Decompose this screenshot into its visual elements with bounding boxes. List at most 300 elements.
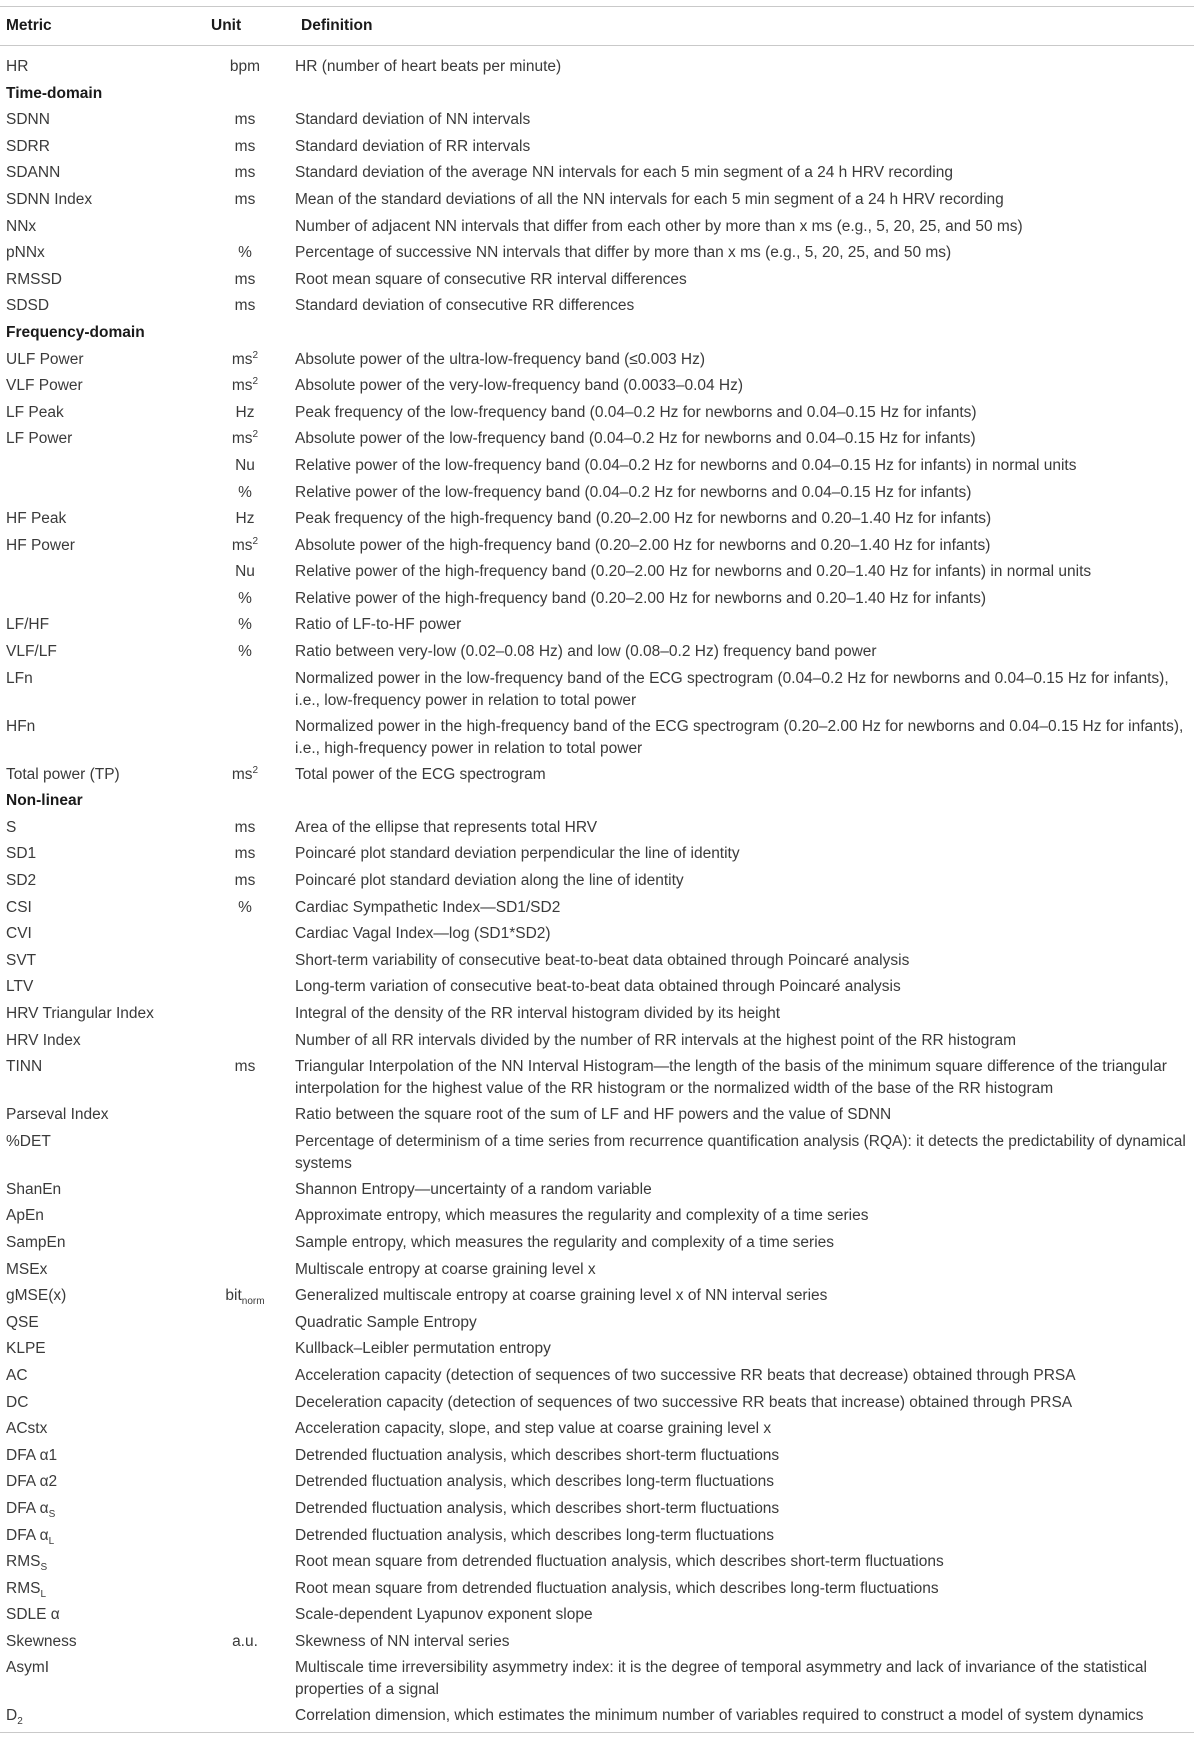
- table-row: [0, 1054, 1194, 1102]
- table-row: [0, 347, 1194, 374]
- definition-cell: Sample entropy, which measures the regularity and complexity of a time series: [295, 1233, 835, 1251]
- table-row: [0, 1523, 1194, 1550]
- unit-cell: [195, 293, 295, 320]
- table-row: [0, 559, 1194, 586]
- metric-cell: [0, 612, 195, 639]
- unit-value: Hz: [235, 403, 255, 421]
- table-body: [0, 46, 1194, 1733]
- metric-name: MSEx: [6, 1260, 48, 1278]
- table-row: [0, 1703, 1194, 1732]
- unit-cell: [195, 533, 295, 560]
- section-header: Non-linear: [6, 792, 83, 810]
- metric-name: gMSE(x): [6, 1287, 67, 1305]
- metric-name: RMSSD: [6, 270, 62, 288]
- definition-cell: Percentage of successive NN intervals that differ by more than x ms (e.g., 5, 20, 25, and 50 ms): [295, 244, 952, 262]
- unit-cell: [195, 46, 295, 81]
- unit-cell: [195, 921, 295, 948]
- table-row: [0, 480, 1194, 507]
- metric-cell: [0, 1469, 195, 1496]
- metric-name: DFA α2: [6, 1473, 58, 1491]
- metric-name: SVT: [6, 951, 37, 969]
- definition-cell: Cardiac Vagal Index—log (SD1*SD2): [295, 925, 551, 943]
- definition-cell: Total power of the ECG spectrogram: [295, 765, 546, 783]
- definition-cell: Detrended fluctuation analysis, which describes long-term fluctuations: [295, 1473, 775, 1491]
- definition-cell: Detrended fluctuation analysis, which describes short-term fluctuations: [295, 1499, 780, 1517]
- metric-name: RMS: [6, 1579, 41, 1597]
- table-row: [0, 921, 1194, 948]
- metric-cell: [0, 639, 195, 666]
- unit-cell: [195, 1054, 295, 1102]
- metric-cell: [0, 373, 195, 400]
- unit-cell: [195, 214, 295, 241]
- definition-cell: Root mean square from detrended fluctuation analysis, which describes short-term fluctuations: [295, 1553, 944, 1571]
- metric-name: AC: [6, 1366, 28, 1384]
- unit-cell: [195, 134, 295, 161]
- metric-cell: [0, 1203, 195, 1230]
- table-row: [0, 1390, 1194, 1417]
- unit-cell: [195, 1523, 295, 1550]
- metric-name: LTV: [6, 978, 34, 996]
- unit-superscript: 2: [252, 764, 259, 776]
- metric-cell: [0, 1602, 195, 1629]
- metric-cell: [0, 895, 195, 922]
- unit-value: ms: [234, 137, 256, 155]
- metric-cell: [0, 1336, 195, 1363]
- metric-cell: [0, 160, 195, 187]
- table-row: [0, 426, 1194, 453]
- metric-cell: [0, 1703, 195, 1732]
- definition-cell: HR (number of heart beats per minute): [295, 58, 562, 75]
- unit-value: Nu: [235, 563, 255, 581]
- metric-column-header: Metric: [0, 7, 195, 46]
- definition-cell: Triangular Interpolation of the NN Interval Histogram—the length of the basis of the minimum square difference of the triangular interpolation for the highest value of the RR histogram or the normalized width of the base of the RR histogram: [295, 1058, 1167, 1098]
- table-row: [0, 240, 1194, 267]
- metric-cell: [0, 1257, 195, 1284]
- unit-value: %: [238, 483, 252, 501]
- unit-cell: [195, 1129, 295, 1177]
- definition-cell: Relative power of the low-frequency band (0.04–0.2 Hz for newborns and 0.04–0.15 Hz for infants): [295, 483, 972, 501]
- unit-cell: [195, 1336, 295, 1363]
- metric-name: VLF/LF: [6, 643, 57, 661]
- unit-value: bit: [225, 1287, 242, 1305]
- unit-cell: [195, 1602, 295, 1629]
- table-row: [0, 1129, 1194, 1177]
- unit-cell: [195, 426, 295, 453]
- unit-value: a.u.: [232, 1632, 258, 1650]
- table-row: [0, 1177, 1194, 1204]
- definition-cell: Detrended fluctuation analysis, which describes short-term fluctuations: [295, 1446, 780, 1464]
- definition-cell: Kullback–Leibler permutation entropy: [295, 1340, 551, 1358]
- table-row: [0, 586, 1194, 613]
- definition-cell: Peak frequency of the low-frequency band (0.04–0.2 Hz for newborns and 0.04–0.15 Hz for infants): [295, 403, 977, 421]
- unit-cell: [195, 666, 295, 714]
- definition-cell: Standard deviation of the average NN intervals for each 5 min segment of a 24 h HRV recording: [295, 164, 953, 182]
- metric-name: HFn: [6, 717, 36, 735]
- unit-superscript: 2: [252, 349, 259, 361]
- metric-cell: [0, 480, 195, 507]
- unit-value: ms: [234, 297, 256, 315]
- metric-cell: [0, 240, 195, 267]
- definition-cell: Normalized power in the low-frequency band of the ECG spectrogram (0.04–0.2 Hz for newborns and 0.04–0.15 Hz for infants), i.e., low-frequency power in relation to total power: [295, 669, 1169, 709]
- unit-cell: [195, 1549, 295, 1576]
- table-row: [0, 1028, 1194, 1055]
- unit-cell: [195, 612, 295, 639]
- metric-cell: [0, 1054, 195, 1102]
- unit-cell: [195, 1028, 295, 1055]
- section-header: Frequency-domain: [6, 323, 145, 341]
- metric-name: LF Power: [6, 430, 73, 448]
- definition-cell: Poincaré plot standard deviation perpendicular the line of identity: [295, 845, 740, 863]
- table-row: [0, 1257, 1194, 1284]
- metric-cell: [0, 187, 195, 214]
- metric-name: SDNN Index: [6, 190, 93, 208]
- unit-value: %: [238, 898, 252, 916]
- unit-cell: [195, 400, 295, 427]
- unit-superscript: 2: [252, 535, 259, 547]
- table-row: [0, 107, 1194, 134]
- metric-subscript: L: [40, 1588, 47, 1600]
- metric-cell: [0, 815, 195, 842]
- table-row: [0, 1576, 1194, 1603]
- unit-subscript: norm: [241, 1296, 265, 1308]
- metric-name: QSE: [6, 1313, 39, 1331]
- unit-cell: [195, 1629, 295, 1656]
- metric-cell: [0, 586, 195, 613]
- table-row: [0, 1549, 1194, 1576]
- metric-cell: [0, 214, 195, 241]
- metric-cell: [0, 46, 195, 81]
- unit-cell: [195, 1257, 295, 1284]
- unit-cell: [195, 1283, 295, 1310]
- unit-cell: [195, 267, 295, 294]
- definition-cell: Absolute power of the very-low-frequency band (0.0033–0.04 Hz): [295, 377, 744, 395]
- metric-name: KLPE: [6, 1340, 46, 1358]
- metric-name: TINN: [6, 1058, 43, 1076]
- table-row: [0, 453, 1194, 480]
- definition-cell: Ratio between the square root of the sum of LF and HF powers and the value of SDNN: [295, 1106, 892, 1124]
- table-row: [0, 1102, 1194, 1129]
- unit-cell: [195, 373, 295, 400]
- metric-name: HF Peak: [6, 510, 67, 528]
- metric-cell: [0, 1363, 195, 1390]
- unit-cell: [195, 107, 295, 134]
- metric-name: DFA α: [6, 1499, 49, 1517]
- unit-cell: [195, 1390, 295, 1417]
- table-row: [0, 1496, 1194, 1523]
- definition-cell: Integral of the density of the RR interval histogram divided by its height: [295, 1005, 781, 1022]
- table-row: [0, 506, 1194, 533]
- definition-cell: Multiscale time irreversibility asymmetry index: it is the degree of temporal asymmetry and lack of invariance of the statistical properties of a signal: [295, 1659, 1147, 1699]
- unit-cell: [195, 714, 295, 762]
- unit-value: %: [238, 643, 252, 661]
- unit-cell: [195, 187, 295, 214]
- unit-value: ms: [234, 1058, 256, 1076]
- unit-cell: [195, 506, 295, 533]
- metric-cell: [0, 1416, 195, 1443]
- table-row: [0, 666, 1194, 714]
- unit-value: ms: [234, 190, 256, 208]
- unit-cell: [195, 1416, 295, 1443]
- section-header-row: [0, 788, 1194, 815]
- metric-cell: [0, 974, 195, 1001]
- metric-name: SDANN: [6, 164, 61, 182]
- metric-cell: [0, 453, 195, 480]
- definition-cell: Standard deviation of RR intervals: [295, 137, 531, 155]
- definition-cell: Generalized multiscale entropy at coarse graining level x of NN interval series: [295, 1287, 828, 1305]
- definition-cell: Absolute power of the low-frequency band (0.04–0.2 Hz for newborns and 0.04–0.15 Hz for infants): [295, 430, 976, 448]
- table-row: [0, 868, 1194, 895]
- unit-value: ms: [231, 765, 253, 783]
- metric-name: SampEn: [6, 1233, 66, 1251]
- metric-name: SDLE α: [6, 1606, 60, 1624]
- unit-value: ms: [234, 164, 256, 182]
- table-row: [0, 815, 1194, 842]
- table-row: [0, 1602, 1194, 1629]
- definition-cell: Relative power of the low-frequency band (0.04–0.2 Hz for newborns and 0.04–0.15 Hz for infants) in normal units: [295, 456, 1077, 474]
- table-row: [0, 1469, 1194, 1496]
- metric-name: ApEn: [6, 1207, 44, 1225]
- metric-subscript: S: [40, 1562, 48, 1574]
- table-row: [0, 373, 1194, 400]
- unit-cell: [195, 1001, 295, 1028]
- definition-cell: Long-term variation of consecutive beat-to-beat data obtained through Poincaré analysis: [295, 978, 901, 996]
- unit-cell: [195, 868, 295, 895]
- unit-cell: [195, 1203, 295, 1230]
- table-row: [0, 400, 1194, 427]
- table-row: [0, 1629, 1194, 1656]
- section-header: Time-domain: [6, 84, 103, 102]
- metric-name: S: [6, 818, 17, 836]
- metric-subscript: 2: [17, 1716, 23, 1728]
- definition-cell: Detrended fluctuation analysis, which describes long-term fluctuations: [295, 1526, 775, 1544]
- table-header: [0, 7, 1194, 46]
- unit-value: ms: [231, 536, 253, 554]
- metric-cell: [0, 293, 195, 320]
- unit-cell: [195, 1177, 295, 1204]
- table-row: [0, 533, 1194, 560]
- unit-cell: [195, 1703, 295, 1732]
- definition-cell: Number of adjacent NN intervals that differ from each other by more than x ms (e.g., 5, 20, 25, and 50 ms): [295, 217, 1023, 235]
- definition-cell: Area of the ellipse that represents total HRV: [295, 818, 598, 836]
- unit-value: ms: [234, 270, 256, 288]
- unit-cell: [195, 240, 295, 267]
- metric-subscript: L: [48, 1535, 55, 1547]
- unit-cell: [195, 586, 295, 613]
- metric-name: SD1: [6, 845, 37, 863]
- unit-value: ms: [234, 111, 256, 129]
- definition-cell: Acceleration capacity (detection of sequences of two successive RR beats that decrease) obtained through PRSA: [295, 1366, 1076, 1384]
- metric-cell: [0, 426, 195, 453]
- metric-name: RMS: [6, 1553, 41, 1571]
- metric-cell: [0, 347, 195, 374]
- definition-cell: Percentage of determinism of a time series from recurrence quantification analysis (RQA): it detects the predictability of dynamical systems: [295, 1132, 1186, 1172]
- table-page: [0, 6, 1200, 1753]
- table-row: [0, 1230, 1194, 1257]
- table-row: [0, 293, 1194, 320]
- definition-cell: Deceleration capacity (detection of sequences of two successive RR beats that increase) obtained through PRSA: [295, 1393, 1073, 1411]
- table-row: [0, 639, 1194, 666]
- metric-cell: [0, 1523, 195, 1550]
- unit-cell: [195, 559, 295, 586]
- metric-cell: [0, 1629, 195, 1656]
- unit-value: %: [238, 244, 252, 262]
- metric-name: HF Power: [6, 536, 75, 554]
- unit-value: ms: [231, 430, 253, 448]
- metric-name: DFA α1: [6, 1446, 58, 1464]
- metric-name: LFn: [6, 669, 33, 687]
- unit-value: bpm: [229, 58, 261, 75]
- table-row: [0, 267, 1194, 294]
- unit-cell: [195, 1469, 295, 1496]
- metric-name: D: [6, 1707, 18, 1725]
- definition-cell: Root mean square from detrended fluctuation analysis, which describes long-term fluctuations: [295, 1579, 939, 1597]
- metric-subscript: S: [48, 1509, 56, 1520]
- definition-cell: Acceleration capacity, slope, and step value at coarse graining level x: [295, 1420, 772, 1438]
- table-row: [0, 1416, 1194, 1443]
- definition-cell: Standard deviation of consecutive RR differences: [295, 297, 635, 315]
- unit-cell: [195, 974, 295, 1001]
- metric-cell: [0, 267, 195, 294]
- unit-cell: [195, 1496, 295, 1523]
- metric-cell: [0, 400, 195, 427]
- metric-cell: [0, 1496, 195, 1523]
- definition-cell: Multiscale entropy at coarse graining level x: [295, 1260, 596, 1278]
- table-row: [0, 187, 1194, 214]
- metric-name: HRV Triangular Index: [6, 1005, 154, 1022]
- definition-cell: Absolute power of the ultra-low-frequency band (≤0.003 Hz): [295, 350, 706, 368]
- table-row: [0, 134, 1194, 161]
- unit-value: ms: [231, 377, 253, 395]
- metric-cell: [0, 1129, 195, 1177]
- metric-name: %DET: [6, 1132, 51, 1150]
- table-row: [0, 1443, 1194, 1470]
- unit-cell: [195, 1363, 295, 1390]
- definition-cell: Root mean square of consecutive RR interval differences: [295, 270, 687, 288]
- definition-cell: Correlation dimension, which estimates the minimum number of variables required to construct a model of system dynamics: [295, 1703, 1194, 1732]
- metric-name: SD2: [6, 872, 37, 890]
- unit-value: ms: [234, 845, 256, 863]
- table-row: [0, 1283, 1194, 1310]
- definition-column-header: Definition: [295, 7, 1194, 46]
- definition-cell: Poincaré plot standard deviation along the line of identity: [295, 872, 684, 890]
- table-row: [0, 841, 1194, 868]
- definition-cell: Mean of the standard deviations of all the NN intervals for each 5 min segment of a 24 h HRV recording: [295, 190, 1004, 208]
- unit-cell: [195, 1230, 295, 1257]
- unit-cell: [195, 1443, 295, 1470]
- definition-cell: Ratio of LF-to-HF power: [295, 616, 462, 634]
- metric-cell: [0, 559, 195, 586]
- metric-cell: [0, 1443, 195, 1470]
- definition-cell: Scale-dependent Lyapunov exponent slope: [295, 1606, 593, 1624]
- metric-cell: [0, 1549, 195, 1576]
- definition-cell: Normalized power in the high-frequency band of the ECG spectrogram (0.20–2.00 Hz for newborns and 0.04–0.15 Hz for infants), i.e., high-frequency power in relation to total power: [295, 717, 1184, 757]
- metric-name: ULF Power: [6, 350, 84, 368]
- unit-value: %: [238, 616, 252, 634]
- metric-name: AsymI: [6, 1659, 50, 1677]
- definition-cell: Peak frequency of the high-frequency band (0.20–2.00 Hz for newborns and 0.20–1.40 Hz for infants): [295, 510, 992, 528]
- metric-name: ACstx: [6, 1420, 48, 1438]
- unit-superscript: 2: [252, 429, 259, 441]
- metric-cell: [0, 1177, 195, 1204]
- header-row: [0, 7, 1194, 46]
- unit-cell: [195, 895, 295, 922]
- unit-superscript: 2: [252, 375, 259, 387]
- metric-name: SDNN: [6, 111, 50, 129]
- unit-cell: [195, 639, 295, 666]
- table-row: [0, 612, 1194, 639]
- table-row: [0, 1363, 1194, 1390]
- metric-name: NNx: [6, 217, 37, 235]
- metric-name: HRV Index: [6, 1031, 81, 1049]
- table-row: [0, 1336, 1194, 1363]
- unit-value: ms: [234, 818, 256, 836]
- metric-cell: [0, 948, 195, 975]
- unit-cell: [195, 815, 295, 842]
- unit-cell: [195, 762, 295, 789]
- metric-name: Parseval Index: [6, 1106, 109, 1124]
- metric-name: HR: [6, 58, 29, 75]
- metric-cell: [0, 107, 195, 134]
- definition-cell: Short-term variability of consecutive beat-to-beat data obtained through Poincaré analysis: [295, 951, 910, 969]
- unit-cell: [195, 1310, 295, 1337]
- metric-cell: [0, 506, 195, 533]
- unit-value: %: [238, 589, 252, 607]
- definition-cell: Approximate entropy, which measures the regularity and complexity of a time series: [295, 1207, 869, 1225]
- unit-cell: [195, 1102, 295, 1129]
- definition-cell: Ratio between very-low (0.02–0.08 Hz) and low (0.08–0.2 Hz) frequency band power: [295, 643, 877, 661]
- unit-cell: [195, 1576, 295, 1603]
- metric-cell: [0, 714, 195, 762]
- metric-cell: [0, 1283, 195, 1310]
- definition-cell: Quadratic Sample Entropy: [295, 1313, 477, 1331]
- definition-cell: Number of all RR intervals divided by the number of RR intervals at the highest point of the RR histogram: [295, 1031, 1017, 1049]
- metric-cell: [0, 868, 195, 895]
- definition-cell: Cardiac Sympathetic Index—SD1/SD2: [295, 898, 561, 916]
- section-header-row: [0, 81, 1194, 108]
- metric-name: Total power (TP): [6, 765, 120, 783]
- metric-cell: [0, 1028, 195, 1055]
- metric-name: DFA α: [6, 1526, 49, 1544]
- table-row: [0, 948, 1194, 975]
- metric-cell: [0, 1310, 195, 1337]
- table-row: [0, 974, 1194, 1001]
- table-row: [0, 160, 1194, 187]
- metric-cell: [0, 762, 195, 789]
- section-header-row: [0, 320, 1194, 347]
- metric-name: DC: [6, 1393, 29, 1411]
- unit-cell: [195, 841, 295, 868]
- metric-cell: [0, 1001, 195, 1028]
- metric-cell: [0, 921, 195, 948]
- unit-value: Nu: [235, 456, 255, 474]
- metric-name: SDRR: [6, 137, 50, 155]
- table-row: [0, 1310, 1194, 1337]
- table-row: [0, 1655, 1194, 1703]
- metric-name: LF Peak: [6, 403, 64, 421]
- table-row: [0, 214, 1194, 241]
- metric-cell: [0, 1102, 195, 1129]
- metric-name: pNNx: [6, 244, 45, 262]
- metric-name: CSI: [6, 898, 32, 916]
- metric-cell: [0, 1390, 195, 1417]
- metric-name: ShanEn: [6, 1180, 62, 1198]
- definition-cell: Relative power of the high-frequency band (0.20–2.00 Hz for newborns and 0.20–1.40 Hz for infants) in normal units: [295, 563, 1092, 581]
- unit-cell: [195, 453, 295, 480]
- definition-cell: Relative power of the high-frequency band (0.20–2.00 Hz for newborns and 0.20–1.40 Hz for infants): [295, 589, 987, 607]
- unit-cell: [195, 347, 295, 374]
- unit-cell: [195, 1655, 295, 1703]
- metric-cell: [0, 1655, 195, 1703]
